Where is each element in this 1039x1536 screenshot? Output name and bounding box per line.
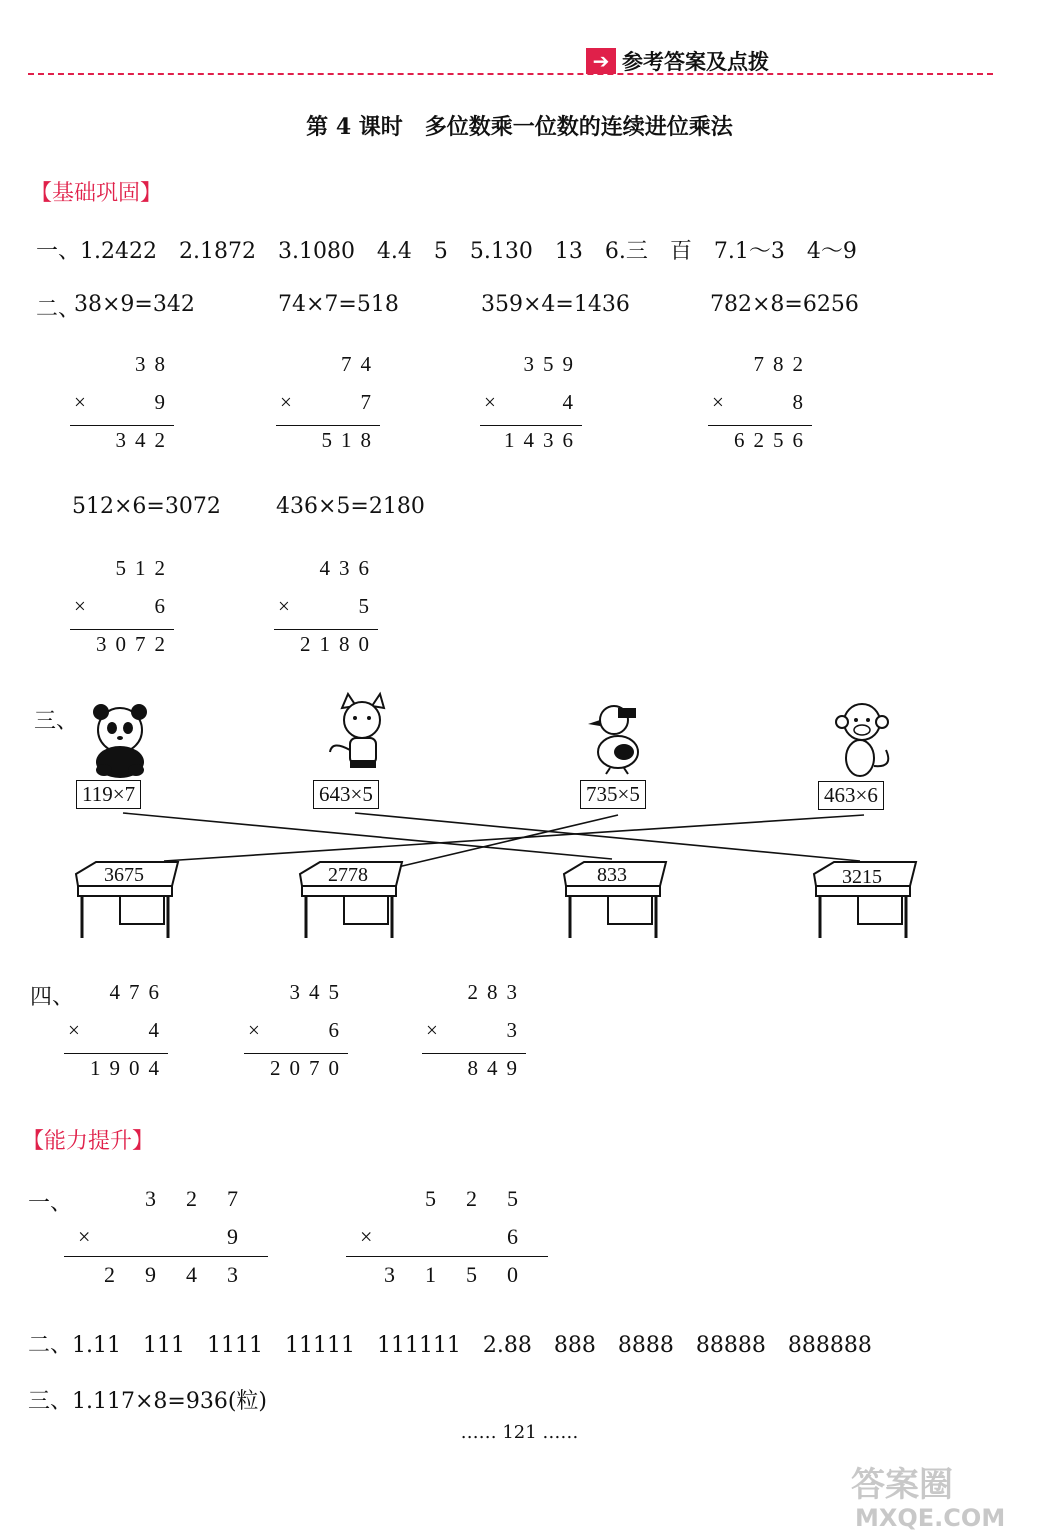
- multiplicand: 476: [109, 980, 168, 1004]
- result-rule: [274, 629, 378, 630]
- expression-box: 119×7: [76, 780, 141, 809]
- product: 849: [467, 1056, 526, 1080]
- times-sign: ×: [280, 390, 301, 414]
- advanced-q3-answer: 三、1.117×8=936(粒): [28, 1389, 268, 1414]
- result-rule: [64, 1256, 268, 1257]
- result-rule: [480, 425, 582, 426]
- advanced-q2-answers: 二、1.11 111 1111 11111 111111 2.88 888 8888 88888 888888: [28, 1333, 872, 1358]
- expression-box: 643×5: [313, 780, 379, 809]
- cat-icon: [330, 694, 384, 768]
- result-rule: [422, 1053, 526, 1054]
- product: 2943: [104, 1262, 268, 1287]
- multiplicand: 38: [135, 352, 174, 376]
- svg-text:答案圈: 答案圈: [851, 1465, 953, 1505]
- times-sign: ×: [78, 1224, 100, 1249]
- times-sign: ×: [74, 594, 95, 618]
- multiplicand: 345: [289, 980, 348, 1004]
- basic-q3-prefix: 三、: [34, 709, 79, 734]
- arrow-right-icon: ➔: [586, 48, 616, 74]
- desk-answer: 3675: [104, 864, 144, 886]
- equation: 782×8=6256: [710, 292, 859, 317]
- result-rule: [70, 629, 174, 630]
- times-sign: ×: [712, 390, 733, 414]
- result-rule: [64, 1053, 168, 1054]
- vertical-multiplication: [244, 980, 348, 1094]
- equation: 359×4=1436: [481, 292, 630, 317]
- matching-diagram: [0, 690, 1039, 950]
- match-line: [164, 815, 864, 861]
- multiplicand: 359: [523, 352, 582, 376]
- multiplicand: 74: [341, 352, 380, 376]
- vertical-multiplication: [708, 352, 812, 466]
- advanced-q1-prefix: 一、: [28, 1191, 73, 1216]
- expression-box: 463×6: [818, 781, 884, 810]
- result-rule: [244, 1053, 348, 1054]
- times-sign: ×: [68, 1018, 89, 1042]
- vertical-multiplication: [276, 352, 380, 466]
- monkey-icon: [836, 704, 888, 776]
- multiplier: 9: [154, 390, 174, 414]
- multiplier: 9: [227, 1224, 268, 1249]
- multiplier: 6: [328, 1018, 348, 1042]
- multiplier: 8: [792, 390, 812, 414]
- multiplier: 4: [148, 1018, 168, 1042]
- expression-box: 735×5: [580, 780, 646, 809]
- times-sign: ×: [484, 390, 505, 414]
- panda-icon: [93, 704, 147, 778]
- equation: 38×9=342: [74, 292, 195, 317]
- basic-q1-answers: 一、1.2422 2.1872 3.1080 4.4 5 5.130 13 6.三 百 7.1～3 4～9: [36, 239, 857, 264]
- vertical-multiplication: [422, 980, 526, 1094]
- times-sign: ×: [278, 594, 299, 618]
- equation: 436×5=2180: [276, 494, 425, 519]
- page-number: …… 121 ……: [460, 1422, 579, 1443]
- header-label: 参考答案及点拨: [622, 50, 769, 74]
- multiplicand: 283: [467, 980, 526, 1004]
- watermark-logo: [841, 1462, 1021, 1532]
- vertical-multiplication: [274, 556, 378, 670]
- multiplicand: 436: [319, 556, 378, 580]
- product: 342: [115, 428, 174, 452]
- multiplier: 3: [506, 1018, 526, 1042]
- desk-answer: 833: [597, 864, 627, 886]
- basic-q4-prefix: 四、: [30, 985, 75, 1010]
- times-sign: ×: [360, 1224, 382, 1249]
- times-sign: ×: [426, 1018, 447, 1042]
- multiplier: 6: [507, 1224, 548, 1249]
- result-rule: [276, 425, 380, 426]
- desk-answer: 3215: [842, 866, 882, 888]
- multiplier: 6: [154, 594, 174, 618]
- header-badge: [586, 46, 769, 76]
- equation: 512×6=3072: [72, 494, 221, 519]
- multiplier: 4: [562, 390, 582, 414]
- vertical-multiplication: [70, 352, 174, 466]
- product: 1904: [90, 1056, 168, 1080]
- result-rule: [346, 1256, 548, 1257]
- section-basic: 【基础巩固】: [30, 181, 163, 206]
- product: 518: [321, 428, 380, 452]
- equation: 74×7=518: [278, 292, 399, 317]
- vertical-multiplication: [480, 352, 582, 466]
- product: 3072: [96, 632, 174, 656]
- product: 3150: [384, 1262, 548, 1287]
- product: 2070: [270, 1056, 348, 1080]
- result-rule: [708, 425, 812, 426]
- multiplicand: 782: [753, 352, 812, 376]
- multiplier: 7: [360, 390, 380, 414]
- header-divider: [28, 73, 993, 75]
- basic-q2-prefix: 二、: [36, 297, 81, 322]
- multiplicand: 327: [145, 1186, 268, 1211]
- vertical-multiplication: [64, 1186, 268, 1300]
- section-advanced: 【能力提升】: [22, 1129, 155, 1154]
- match-line: [398, 815, 618, 867]
- times-sign: ×: [248, 1018, 269, 1042]
- multiplier: 5: [358, 594, 378, 618]
- duck-icon: [588, 706, 638, 774]
- multiplicand: 525: [425, 1186, 548, 1211]
- desk-answer: 2778: [328, 864, 368, 886]
- multiplicand: 512: [115, 556, 174, 580]
- times-sign: ×: [74, 390, 95, 414]
- product: 6256: [734, 428, 812, 452]
- product: 2180: [300, 632, 378, 656]
- lesson-title: 第 4 课时 多位数乘一位数的连续进位乘法: [306, 114, 733, 140]
- vertical-multiplication: [64, 980, 168, 1094]
- svg-text:MXQE.COM: MXQE.COM: [855, 1504, 1006, 1532]
- product: 1436: [504, 428, 582, 452]
- vertical-multiplication: [346, 1186, 548, 1300]
- vertical-multiplication: [70, 556, 174, 670]
- result-rule: [70, 425, 174, 426]
